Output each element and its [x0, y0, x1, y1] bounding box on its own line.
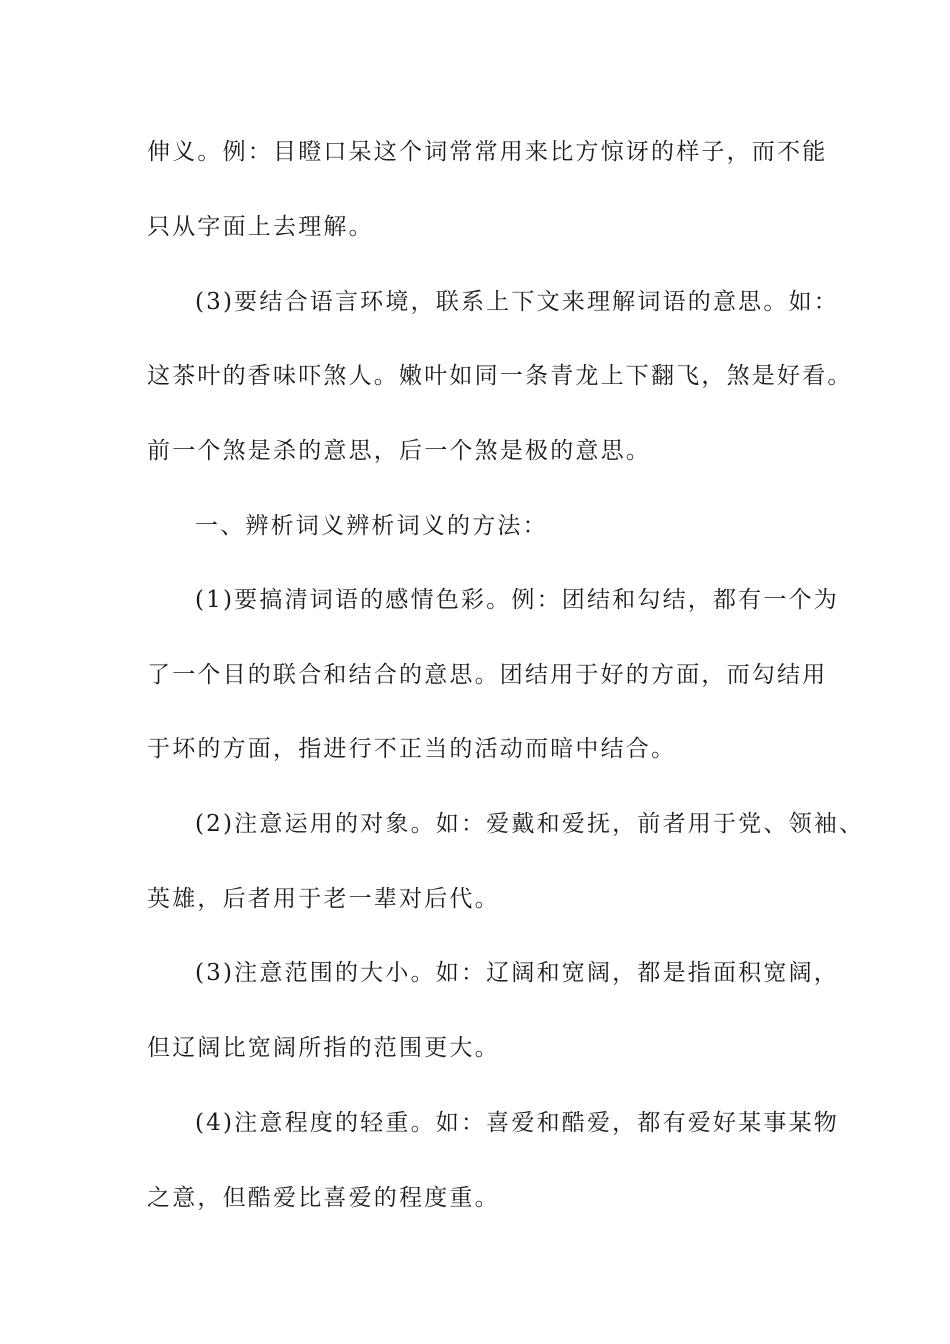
- paragraph-start-line: (1)要搞清词语的感情色彩。例：团结和勾结，都有一个为: [195, 587, 839, 613]
- paragraph-start-line: (3)要结合语言环境，联系上下文来理解词语的意思。如：: [195, 289, 839, 315]
- text-line: 只从字面上去理解。: [147, 214, 374, 240]
- text-line: 但辽阔比宽阔所指的范围更大。: [147, 1035, 500, 1061]
- paragraph-start-line: (2)注意运用的对象。如：爱戴和爱抚，前者用于党、领袖、: [195, 811, 865, 837]
- text-line: 于坏的方面，指进行不正当的活动而暗中结合。: [147, 736, 677, 762]
- text-line: 前一个煞是杀的意思，后一个煞是极的意思。: [147, 438, 651, 464]
- text-line: 这茶叶的香味吓煞人。嫩叶如同一条青龙上下翻飞，煞是好看。: [147, 363, 853, 389]
- text-line: 了一个目的联合和结合的意思。团结用于好的方面，而勾结用: [147, 662, 828, 688]
- text-line: 伸义。例：目瞪口呆这个词常常用来比方惊讶的样子，而不能: [147, 139, 828, 165]
- paragraph-start-line: (4)注意程度的轻重。如：喜爱和酷爱，都有爱好某事某物: [195, 1110, 839, 1136]
- text-line: 英雄，后者用于老一辈对后代。: [147, 886, 500, 912]
- section-heading: 一、辨析词义辨析词义的方法：: [195, 513, 548, 539]
- paragraph-start-line: (3)注意范围的大小。如：辽阔和宽阔，都是指面积宽阔，: [195, 960, 839, 986]
- text-line: 之意，但酷爱比喜爱的程度重。: [147, 1185, 500, 1211]
